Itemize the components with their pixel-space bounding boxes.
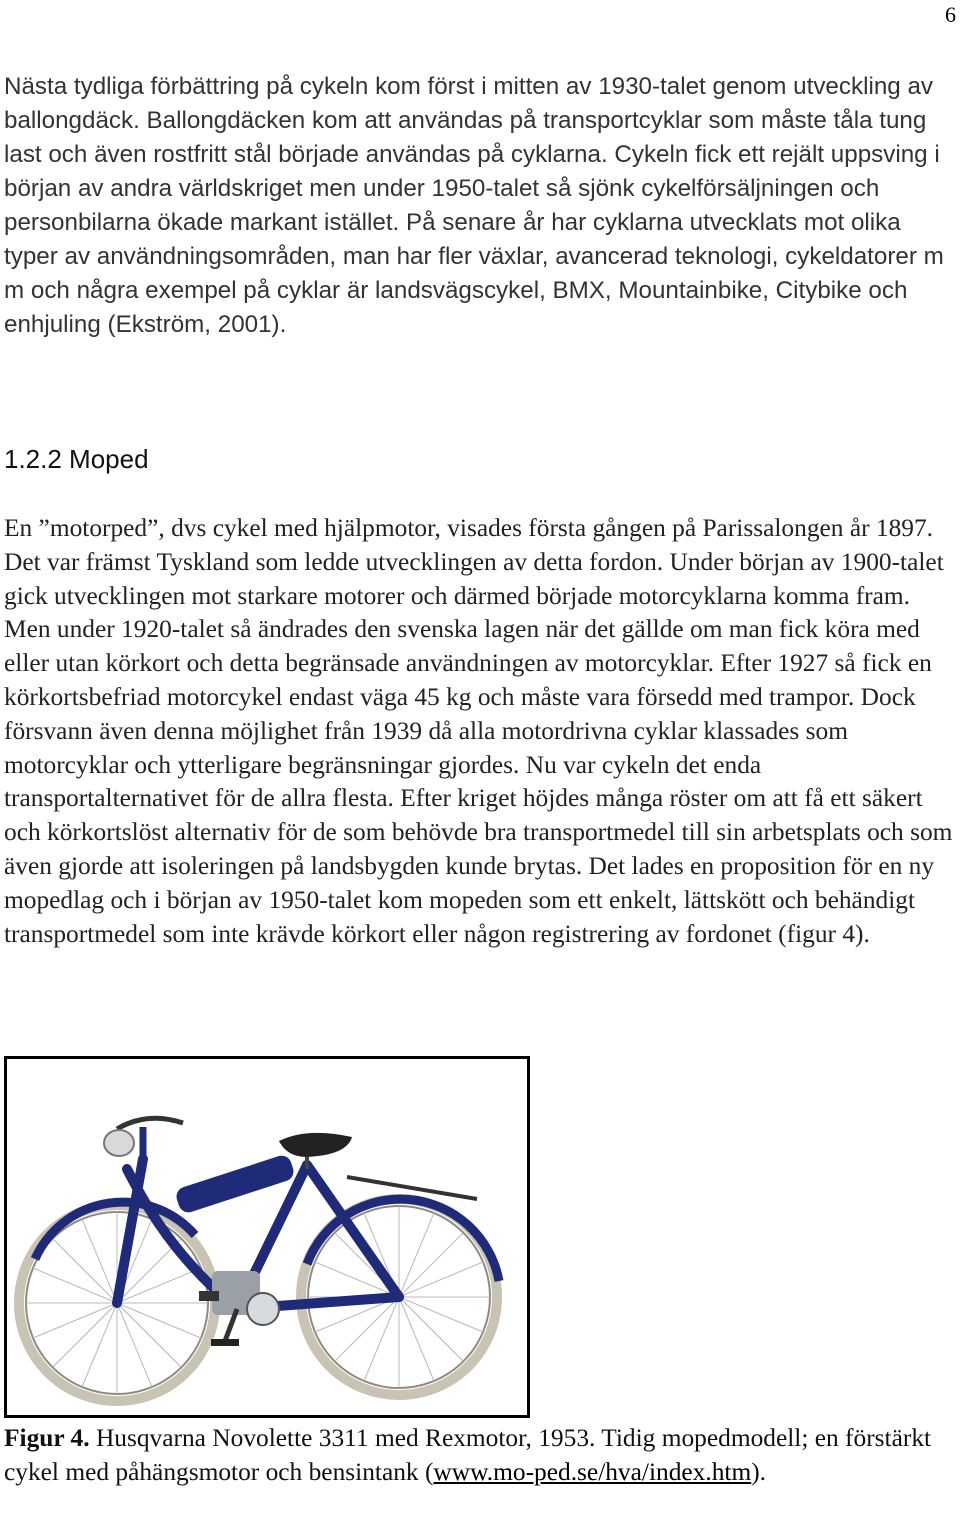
caption-link[interactable]: www.mo-ped.se/hva/index.htm [433,1457,752,1486]
headlamp [104,1130,134,1156]
paragraph-bicycle-history: Nästa tydliga förbättring på cykeln kom först i mitten av 1930-talet genom utveckling av ballongdäck. Ballongdäcken kom att användas på transportcyklar som måste tåla tung last och även rostfritt stål började användas på cyklarna. Cykeln fick ett rejält uppsving i början av andra världskriget men under 1950-talet så sjönk cykelförsäljningen och personbilarna ökade markant istället. På senare år har cyklarna utvecklats mot olika typer av användningsområden, man har fler växlar, avancerad teknologi, cykeldatorer m m och några exempel på cyklar är landsvägscykel, BMX, Mountainbike, Citybike och enhjuling (Ekström, 2001). [4,73,944,338]
paragraph-moped-history: En ”motorped”, dvs cykel med hjälpmotor, visades första gången på Parissalongen år 1897. Det var främst Tyskland som ledde utvecklingen av detta fordon. Under början av 1900-talet gick utvecklingen mot starkare motorer och därmed började motorcyklarna komma fram. Men under 1920-talet så ändrades den svenska lagen när det gällde om man fick köra med eller utan körkort och detta begränsade användningen av motorcyklar. Efter 1927 så fick en körkortsbefriad motorcykel endast väga 45 kg och måste vara försedd med trampor. Dock försvann även denna möjlighet från 1939 då alla motordrivna cyklar klassades som motorcyklar och ytterligare begränsningar gjordes. Nu var cykeln det enda transportalternativet för de allra flesta. Efter kriget höjdes många röster om att få ett säkert och körkortslöst alternativ för de som behövde bra transportmedel till sin arbetsplats och som även gjorde att isoleringen på landsbygden kunde brytas. Det lades en proposition för en ny mopedlag och i början av 1950-talet kom mopeden som ett enkelt, lättskött och behändigt transportmedel som inte krävde körkort eller någon registrering av fordonet (figur 4). [4,514,953,948]
figure-moped-photo [4,1056,530,1418]
handlebar [117,1118,183,1129]
caption-label: Figur 4. [4,1424,90,1452]
fuel-tank [174,1153,296,1215]
figure-caption [4,1422,954,1489]
section-heading: 1.2.2 Moped [4,444,149,474]
saddle [279,1133,352,1157]
moped-illustration [7,1059,527,1415]
page-number: 6 [945,2,956,27]
caption-text: Husqvarna Novolette 3311 med Rexmotor, 1953. Tidig mopedmodell; en förstärkt cykel med påhängsmotor och bensintank ( [4,1424,932,1486]
caption-end: ). [751,1457,767,1486]
